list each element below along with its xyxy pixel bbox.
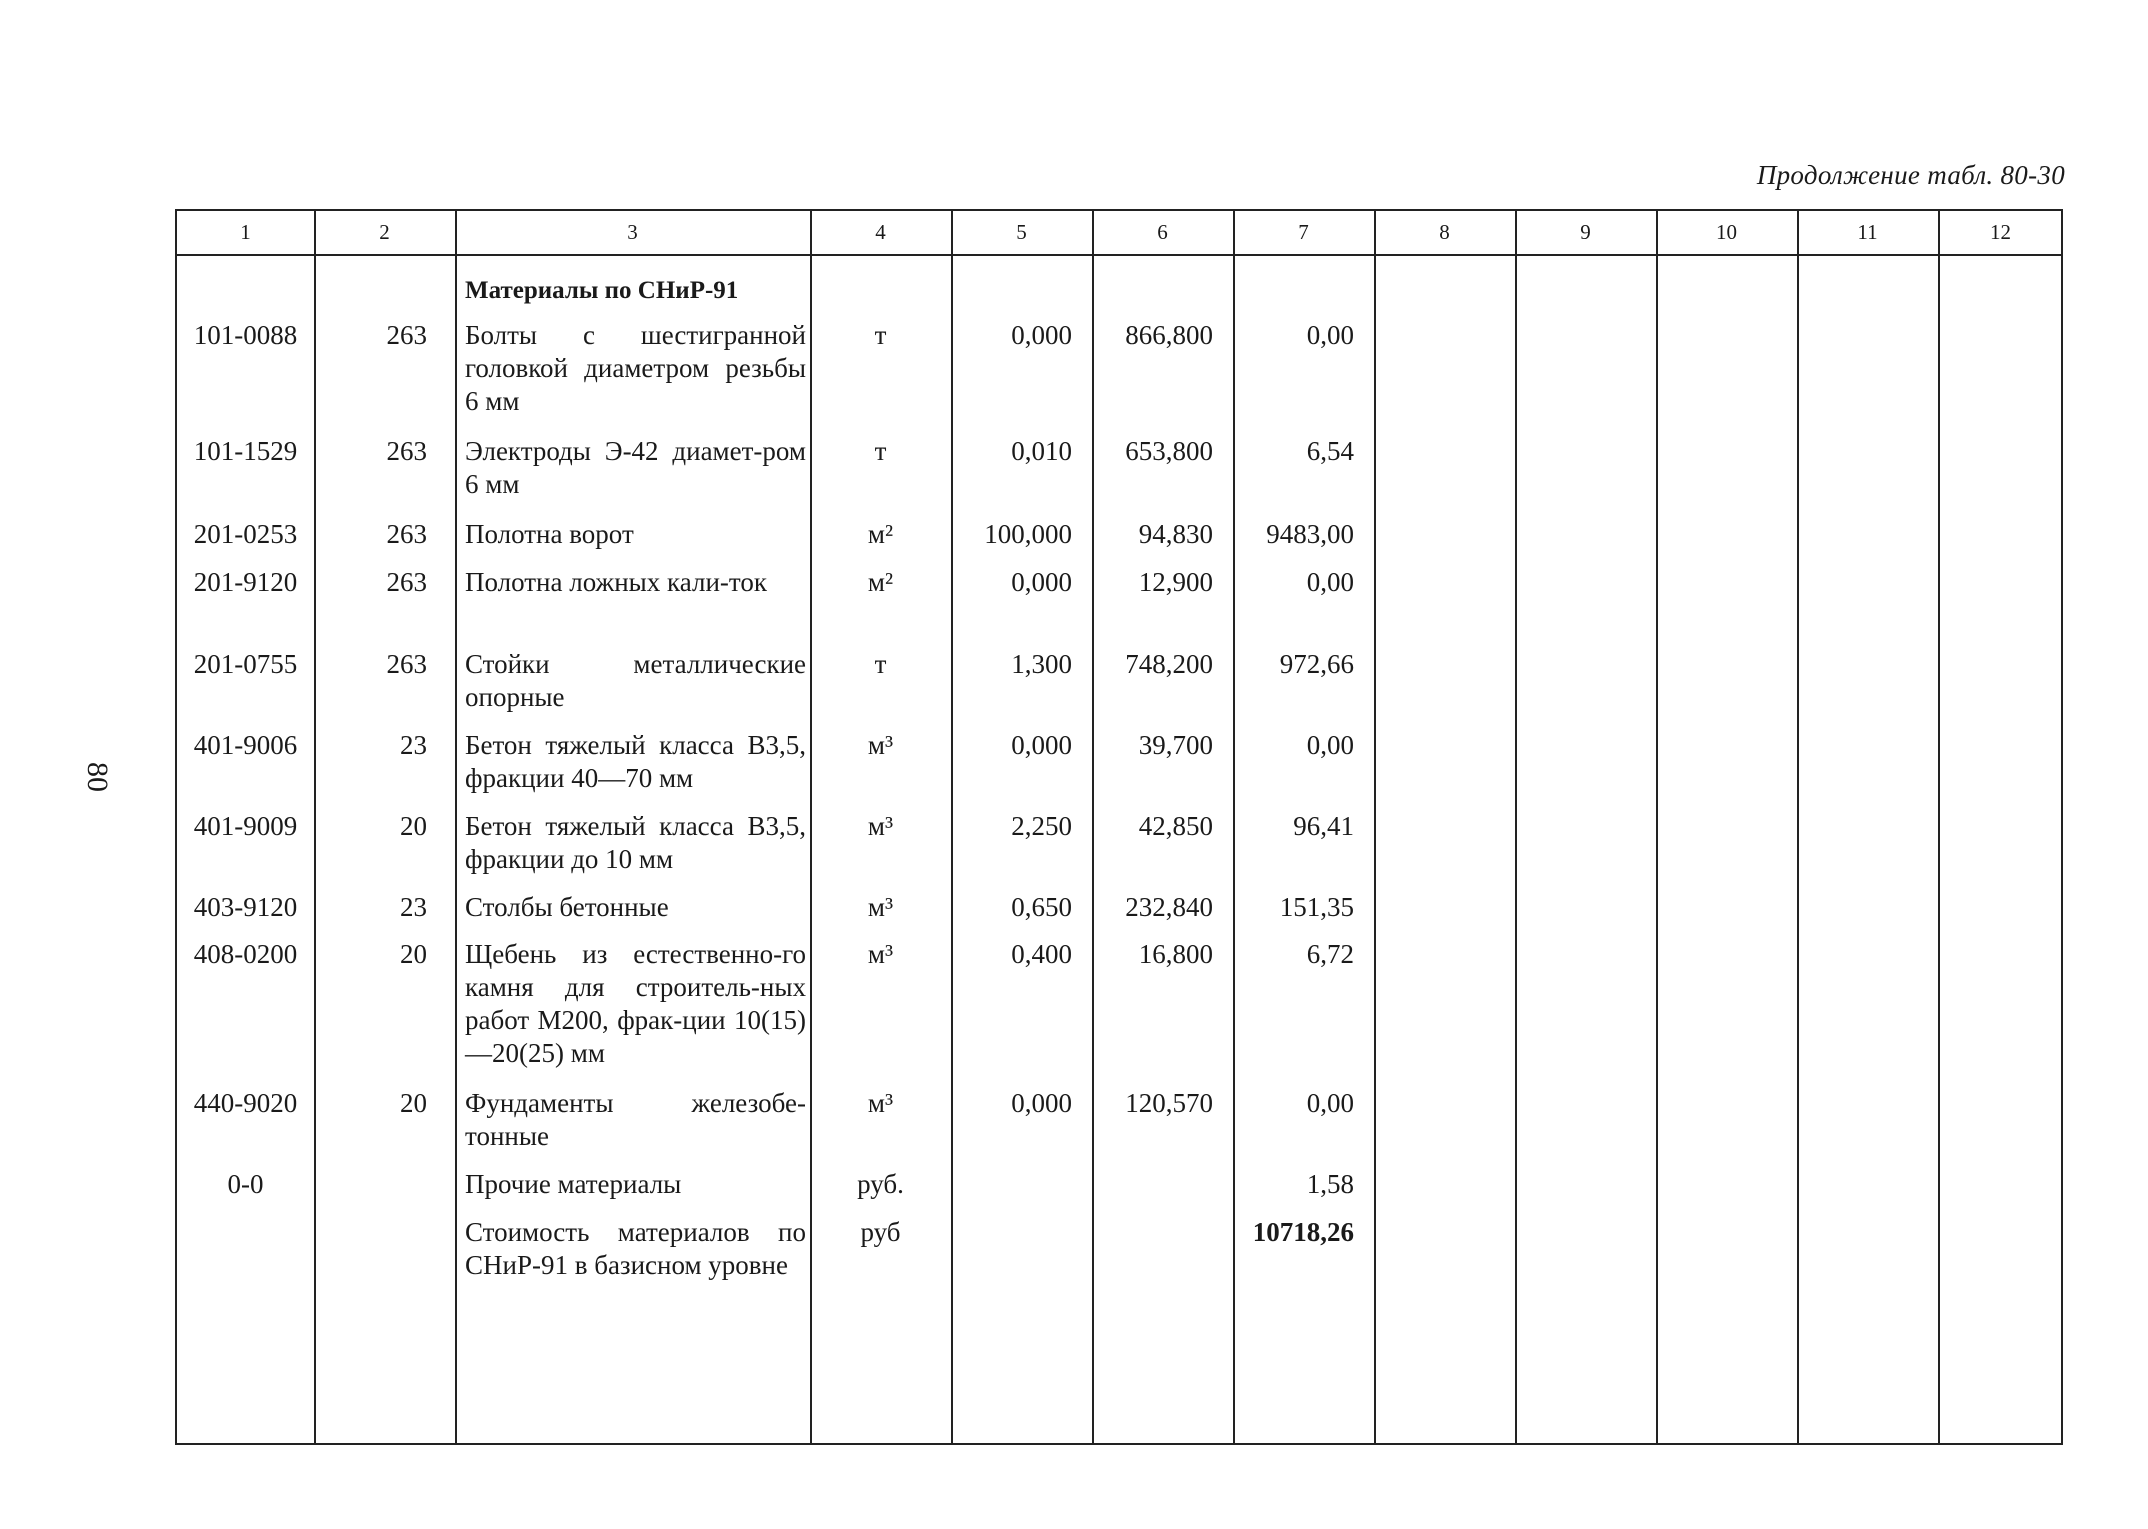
column-header-number: 8 [1439,220,1450,244]
column-divider [1515,211,1517,1443]
cell-code: 101-0088 [193,320,298,350]
cell-unit: т [874,436,887,466]
cell-qty: 1,300 [1011,649,1072,679]
cell-name: Бетон тяжелый класса В3,5, фракции 40—70 мм [465,730,806,793]
cell-total: 10718,26 [1252,1217,1354,1247]
cell-price: 232,840 [1125,892,1213,922]
cell-code: 403-9120 [193,892,298,922]
cell-num: 263 [386,320,427,350]
cell-total: 0,00 [1306,567,1354,597]
cell-code: 408-0200 [193,939,298,969]
cell-total: 151,35 [1279,892,1354,922]
cell-qty: 100,000 [984,519,1072,549]
column-header-number: 4 [875,220,886,244]
cell-name: Стоимость материалов по СНиР-91 в базисном уровне [465,1217,806,1280]
cell-name: Столбы бетонные [465,892,669,922]
cell-code: 201-9120 [193,567,298,597]
cell-unit: м³ [867,730,894,760]
cell-price: 866,800 [1125,320,1213,350]
column-divider [1938,211,1940,1443]
column-header-number: 12 [1990,220,2011,244]
page-number: 80 [81,762,114,792]
cell-qty: 2,250 [1011,811,1072,841]
cell-unit: т [874,320,887,350]
column-header-number: 10 [1716,220,1737,244]
cell-price: 12,900 [1138,567,1213,597]
cell-unit: м³ [867,1088,894,1118]
cell-name: Прочие материалы [465,1169,682,1199]
cell-name: Щебень из естественно-го камня для строитель-ных работ М200, фрак-ции 10(15)—20(25) мм [465,939,806,1068]
cell-unit: м² [867,567,894,597]
cell-total: 0,00 [1306,320,1354,350]
cell-name: Фундаменты железобе-тонные [465,1088,806,1151]
column-header-number: 5 [1016,220,1027,244]
cell-total: 1,58 [1306,1169,1354,1199]
cell-total: 6,72 [1306,939,1354,969]
cell-total: 972,66 [1279,649,1354,679]
column-header-number: 6 [1157,220,1168,244]
cell-code: 201-0755 [193,649,298,679]
cell-price: 653,800 [1125,436,1213,466]
column-header-number: 3 [627,220,638,244]
cell-price: 42,850 [1138,811,1213,841]
cell-num: 263 [386,567,427,597]
cell-price: 16,800 [1138,939,1213,969]
column-divider [1797,211,1799,1443]
cell-num: 23 [400,892,427,922]
cell-price: 39,700 [1138,730,1213,760]
column-divider [1374,211,1376,1443]
cell-qty: 0,000 [1011,1088,1072,1118]
materials-table [175,209,2063,1445]
cell-unit: т [874,649,887,679]
cell-name: Полотна ложных кали-ток [465,567,767,597]
cell-qty: 0,010 [1011,436,1072,466]
cell-price: 748,200 [1125,649,1213,679]
cell-unit: м³ [867,892,894,922]
cell-name: Болты с шестигранной головкой диаметром резьбы 6 мм [465,320,806,416]
column-divider [455,211,457,1443]
cell-qty: 0,000 [1011,730,1072,760]
cell-name: Стойки металлические опорные [465,649,806,712]
cell-code: 401-9006 [193,730,298,760]
cell-num: 263 [386,436,427,466]
cell-num: 20 [400,1088,427,1118]
cell-code: 201-0253 [193,519,298,549]
cell-qty: 0,000 [1011,567,1072,597]
column-header-number: 9 [1580,220,1591,244]
header-divider [177,254,2061,256]
cell-code: 101-1529 [193,436,298,466]
cell-unit: м³ [867,939,894,969]
cell-total: 0,00 [1306,1088,1354,1118]
cell-name: Полотна ворот [465,519,634,549]
cell-qty: 0,650 [1011,892,1072,922]
column-header-number: 1 [240,220,251,244]
cell-unit: м² [867,519,894,549]
cell-price: 94,830 [1138,519,1213,549]
cell-total: 96,41 [1293,811,1354,841]
cell-num: 20 [400,811,427,841]
cell-code: 401-9009 [193,811,298,841]
cell-num: 263 [386,519,427,549]
cell-qty: 0,400 [1011,939,1072,969]
cell-unit: руб [860,1217,901,1247]
cell-total: 9483,00 [1266,519,1354,549]
table-caption: Продолжение табл. 80-30 [1756,160,2065,190]
section-title: Материалы по СНиР-91 [465,277,739,304]
cell-price: 120,570 [1125,1088,1213,1118]
column-divider [1656,211,1658,1443]
column-header-number: 7 [1298,220,1309,244]
cell-total: 0,00 [1306,730,1354,760]
cell-name: Электроды Э-42 диамет-ром 6 мм [465,436,806,499]
cell-num: 20 [400,939,427,969]
cell-unit: руб. [857,1169,904,1199]
column-header-number: 2 [379,220,390,244]
cell-code: 440-9020 [193,1088,298,1118]
cell-num: 23 [400,730,427,760]
cell-code: 0-0 [227,1169,264,1199]
cell-unit: м³ [867,811,894,841]
cell-num: 263 [386,649,427,679]
cell-name: Бетон тяжелый класса В3,5, фракции до 10 мм [465,811,806,874]
cell-total: 6,54 [1306,436,1354,466]
cell-qty: 0,000 [1011,320,1072,350]
column-header-number: 11 [1857,220,1878,244]
